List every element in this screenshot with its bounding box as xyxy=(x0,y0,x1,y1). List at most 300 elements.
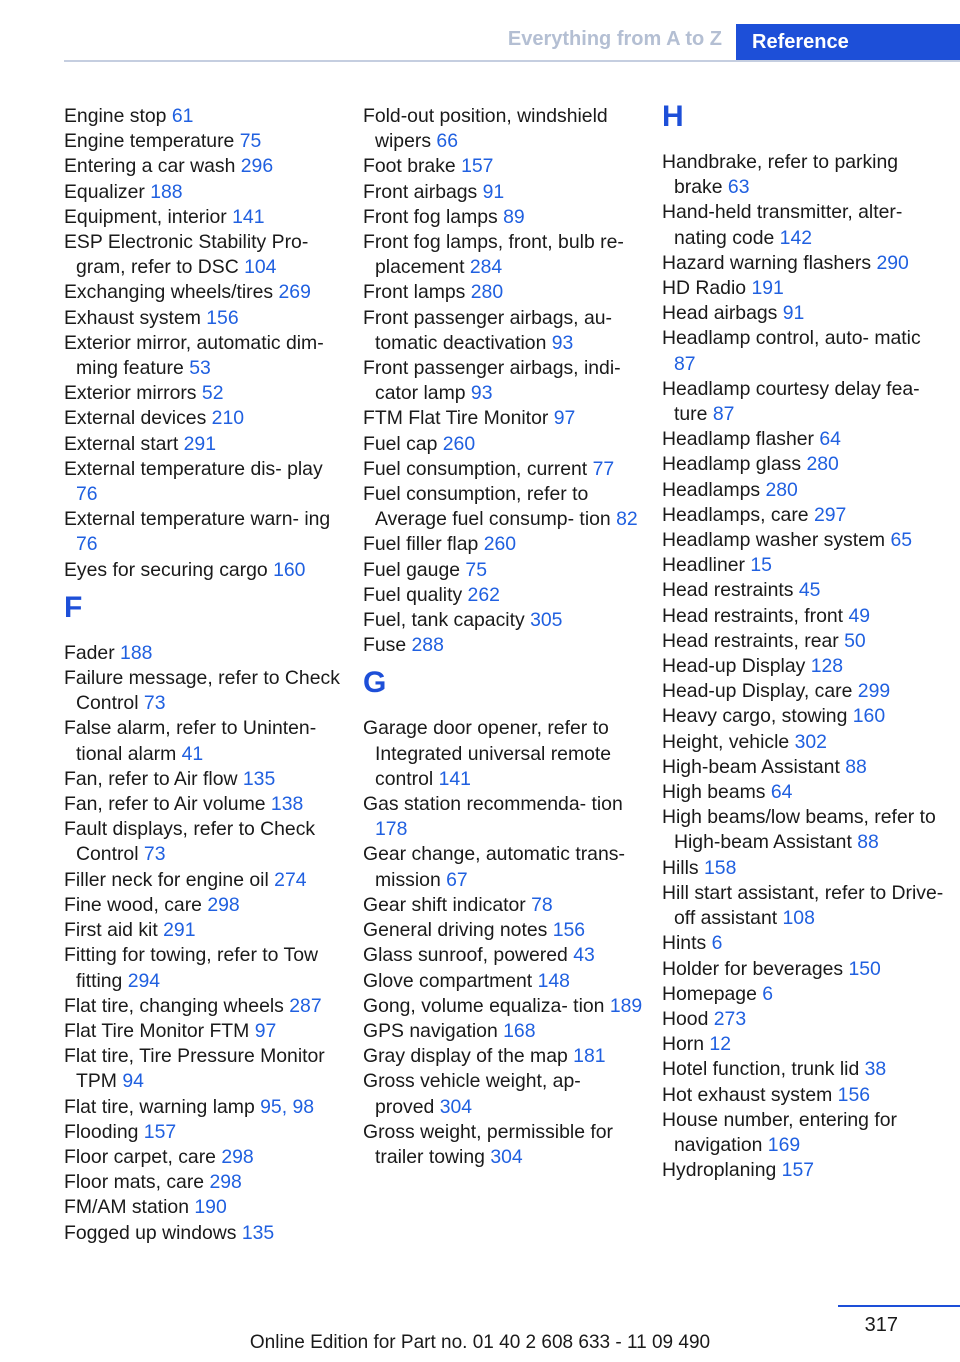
index-entry xyxy=(64,1120,346,1145)
page-reference-link[interactable]: 296 xyxy=(240,155,274,178)
page-reference-link[interactable]: 73 xyxy=(143,692,166,715)
index-entry xyxy=(64,1195,346,1220)
page-reference-link[interactable]: 64 xyxy=(770,781,793,804)
page-reference-link[interactable]: 181 xyxy=(573,1045,606,1068)
page-reference-link[interactable]: 291 xyxy=(163,919,196,942)
page-reference-link[interactable]: 150 xyxy=(848,957,881,980)
page-reference-link[interactable]: 191 xyxy=(751,277,784,300)
index-entry xyxy=(662,503,944,528)
index-entry xyxy=(363,280,645,305)
index-entry xyxy=(363,205,645,230)
index-entry xyxy=(662,1032,944,1057)
chapter-tab[interactable]: Reference xyxy=(736,24,960,60)
page-reference-link[interactable]: 269 xyxy=(278,281,311,304)
entry-term: Flooding xyxy=(64,1120,144,1143)
page-reference-link[interactable]: 280 xyxy=(806,453,839,476)
page-reference-link[interactable]: 76 xyxy=(76,483,98,506)
page-reference-link[interactable]: 75 xyxy=(465,558,487,581)
entry-term: Flat Tire Monitor FTM xyxy=(64,1019,255,1042)
entry-term: Hazard warning flashers xyxy=(662,251,877,274)
entry-term: Heavy cargo, stowing xyxy=(662,705,853,728)
page-reference-link[interactable]: 87 xyxy=(674,352,696,375)
index-entry xyxy=(64,180,346,205)
page-reference-link[interactable]: 50 xyxy=(844,629,866,652)
page-reference-link[interactable]: 87 xyxy=(712,403,735,426)
entry-term: Front airbags xyxy=(363,180,483,203)
entry-term: Handbrake, refer to parking brake xyxy=(662,151,899,199)
entry-term: Fuel consumption, refer to Average fuel consump‐ tion xyxy=(363,483,617,531)
entry-term: Head airbags xyxy=(662,302,783,325)
page-reference-link[interactable]: 73 xyxy=(143,843,166,866)
entry-term: Hotel function, trunk lid xyxy=(662,1058,865,1081)
page-reference-link[interactable]: 169 xyxy=(767,1133,801,1156)
entry-term: Exterior mirrors xyxy=(64,382,202,405)
entry-term: Exhaust system xyxy=(64,306,207,329)
index-entry xyxy=(363,1120,645,1170)
entry-term: Fault displays, refer to Check Control xyxy=(64,818,316,866)
index-column-2 xyxy=(363,104,645,1170)
entry-term: Head-up Display, care xyxy=(662,680,858,703)
index-column-3 xyxy=(662,100,944,1183)
index-entry xyxy=(662,1083,944,1108)
page-reference-link[interactable]: 178 xyxy=(375,818,408,841)
index-entry xyxy=(64,1170,346,1195)
page-reference-link[interactable]: 188 xyxy=(120,641,153,664)
entry-term: FTM Flat Tire Monitor xyxy=(363,407,554,430)
page-reference-link[interactable]: 135 xyxy=(241,1221,275,1244)
entry-term: Fuse xyxy=(363,634,412,657)
entry-term: Glove compartment xyxy=(363,969,538,992)
page-reference-link[interactable]: 156 xyxy=(552,919,586,942)
entry-term: Foot brake xyxy=(363,155,462,178)
page-reference-link[interactable]: 43 xyxy=(573,944,595,967)
index-entry xyxy=(662,478,944,503)
page-reference-link[interactable]: 45 xyxy=(798,579,821,602)
index-entry xyxy=(64,1019,346,1044)
page-reference-link[interactable]: 304 xyxy=(439,1095,473,1118)
entry-term: Front passenger airbags, indi‐ cator lamp xyxy=(363,357,621,405)
page-reference-link[interactable]: 52 xyxy=(201,382,224,405)
page-reference-link[interactable]: 157 xyxy=(143,1120,177,1143)
index-entry xyxy=(662,679,944,704)
entry-term: Flat tire, warning lamp xyxy=(64,1095,261,1118)
index-entry xyxy=(662,452,944,477)
index-entry xyxy=(64,331,346,381)
entry-term: Fuel filler flap xyxy=(363,533,484,556)
page-reference-link[interactable]: 290 xyxy=(876,251,909,274)
entry-term: Exterior mirror, automatic dim‐ ming feature xyxy=(64,331,324,380)
page-reference-link[interactable]: 262 xyxy=(467,583,500,606)
index-entry xyxy=(662,604,944,629)
page-reference-link[interactable]: 6 xyxy=(711,932,723,955)
entry-term: House number, entering for navigation xyxy=(662,1108,897,1156)
entry-term: Headlamp washer system xyxy=(662,529,891,552)
entry-term: Hand-held transmitter, alter‐ nating code xyxy=(662,201,903,249)
page-reference-link[interactable]: 148 xyxy=(537,969,570,992)
page-reference-link[interactable]: 294 xyxy=(127,969,161,992)
index-entry xyxy=(662,251,944,276)
page-reference-link[interactable]: 6 xyxy=(762,982,774,1005)
entry-term: False alarm, refer to Uninten‐ tional alarm xyxy=(64,717,317,765)
page-reference-link[interactable]: 64 xyxy=(819,428,841,451)
index-letter-heading: F xyxy=(64,590,83,624)
page-reference-link[interactable]: 65 xyxy=(890,529,913,552)
entry-term: Fitting for towing, refer to Tow fitting xyxy=(64,944,318,992)
index-entry xyxy=(363,1019,645,1044)
page-reference-link[interactable]: 141 xyxy=(438,767,471,790)
entry-term: Front fog lamps, front, bulb re‐ placement xyxy=(363,231,624,279)
index-entry xyxy=(64,817,346,867)
index-entry xyxy=(64,666,346,716)
entry-term: Fan, refer to Air flow xyxy=(64,767,243,790)
page-reference-link[interactable]: 91 xyxy=(782,302,805,325)
index-entry xyxy=(64,893,346,918)
page-reference-link[interactable]: 304 xyxy=(490,1145,523,1168)
entry-term: Eyes for securing cargo xyxy=(64,558,274,581)
entry-term: Front passenger airbags, au‐ tomatic deactivation xyxy=(363,306,612,354)
index-entry xyxy=(363,842,645,892)
index-entry xyxy=(662,150,944,200)
entry-term: Head restraints, front xyxy=(662,604,849,627)
entry-term: Headlamps xyxy=(662,478,766,501)
page-reference-link[interactable]: 75 xyxy=(239,130,262,153)
page-reference-link[interactable]: 291 xyxy=(183,432,216,455)
page-reference-link[interactable]: 82 xyxy=(616,508,638,531)
index-entry xyxy=(64,1044,346,1094)
index-entry xyxy=(662,377,944,427)
entry-term: Floor carpet, care xyxy=(64,1145,222,1168)
entry-term: Hill start assistant, refer to Drive-off assistant xyxy=(662,881,944,930)
header-rule xyxy=(64,60,960,62)
index-entry xyxy=(363,608,645,633)
page-reference-link[interactable]: 93 xyxy=(551,331,574,354)
page-reference-link[interactable]: 280 xyxy=(470,281,504,304)
index-entry xyxy=(363,893,645,918)
index-entry xyxy=(662,805,944,855)
page-reference-link[interactable]: 168 xyxy=(503,1019,536,1042)
entry-term: Hints xyxy=(662,932,712,955)
index-entry xyxy=(363,943,645,968)
entry-term: Hills xyxy=(662,856,705,879)
index-entry xyxy=(662,982,944,1007)
index-entry xyxy=(64,716,346,766)
page-reference-link[interactable]: 142 xyxy=(779,226,813,249)
entry-term: First aid kit xyxy=(64,919,164,942)
entry-term: Holder for beverages xyxy=(662,957,849,980)
index-entry xyxy=(662,957,944,982)
page-reference-link[interactable]: 274 xyxy=(274,868,307,891)
index-entry xyxy=(363,918,645,943)
entry-term: Horn xyxy=(662,1033,710,1056)
entry-term: Exchanging wheels/tires xyxy=(64,281,279,304)
page-reference-link[interactable]: 287 xyxy=(289,994,322,1017)
entry-term: External devices xyxy=(64,407,212,430)
entry-term: Engine temperature xyxy=(64,130,240,153)
page-header xyxy=(0,0,960,64)
entry-term: Fuel cap xyxy=(363,432,443,455)
index-entry xyxy=(64,104,346,129)
entry-term: Height, vehicle xyxy=(662,730,795,753)
page-reference-link[interactable]: 12 xyxy=(709,1033,731,1056)
page-reference-link[interactable]: 41 xyxy=(181,742,204,765)
entry-term: GPS navigation xyxy=(363,1019,504,1042)
entry-term: Flat tire, changing wheels xyxy=(64,994,290,1017)
index-entry xyxy=(64,280,346,305)
page-reference-link[interactable]: 189 xyxy=(609,994,643,1017)
footer-rule xyxy=(838,1305,960,1307)
page-reference-link[interactable]: 76 xyxy=(76,533,98,556)
page-reference-link[interactable]: 91 xyxy=(482,180,505,203)
index-entry xyxy=(64,457,346,507)
index-entry xyxy=(662,1057,944,1082)
index-entry xyxy=(363,180,645,205)
index-entry xyxy=(64,943,346,993)
entry-term: Headlamp flasher xyxy=(662,428,820,451)
index-entry xyxy=(363,230,645,280)
entry-term: Fuel gauge xyxy=(363,558,466,581)
entry-term: Headlamp glass xyxy=(662,453,807,476)
entry-term: High-beam Assistant xyxy=(662,755,846,778)
page-reference-link[interactable]: 67 xyxy=(446,868,468,891)
index-entry xyxy=(64,230,346,280)
entry-term: Gear shift indicator xyxy=(363,893,532,916)
entry-term: Equalizer xyxy=(64,180,151,203)
index-entry xyxy=(363,558,645,583)
page-reference-link[interactable]: 288 xyxy=(411,634,444,657)
index-entry xyxy=(363,457,645,482)
index-entry xyxy=(64,406,346,431)
index-entry xyxy=(662,1108,944,1158)
entry-term: HD Radio xyxy=(662,277,752,300)
index-entry xyxy=(363,583,645,608)
entry-term: Fogged up windows xyxy=(64,1221,242,1244)
entry-term: Head restraints, rear xyxy=(662,629,845,652)
index-entry xyxy=(64,154,346,179)
index-entry xyxy=(662,856,944,881)
index-entry xyxy=(662,704,944,729)
page-reference-link[interactable]: 156 xyxy=(837,1083,871,1106)
entry-term: Floor mats, care xyxy=(64,1171,210,1194)
page-reference-link[interactable]: 305 xyxy=(530,609,563,632)
entry-term: Gear change, automatic trans‐ mission xyxy=(363,843,625,891)
page-reference-link[interactable]: 299 xyxy=(857,680,891,703)
index-entry xyxy=(363,1069,645,1119)
page-reference-link[interactable]: 135 xyxy=(242,767,276,790)
page-reference-link[interactable]: 89 xyxy=(503,205,525,228)
entry-term: External temperature warn‐ ing xyxy=(64,508,331,531)
index-entry xyxy=(64,767,346,792)
page-reference-link[interactable]: 104 xyxy=(244,256,277,279)
entry-term: ESP Electronic Stability Pro‐ gram, refer to DSC xyxy=(64,231,309,279)
page-reference-link[interactable]: 63 xyxy=(727,176,750,199)
entry-term: Front lamps xyxy=(363,281,471,304)
entry-term: Gross weight, permissible for trailer towing xyxy=(363,1120,614,1168)
page-number: 317 xyxy=(864,1314,898,1336)
index-entry xyxy=(363,532,645,557)
index-entry xyxy=(662,578,944,603)
page-reference-link[interactable]: 95, 98 xyxy=(260,1095,315,1118)
index-entry xyxy=(662,654,944,679)
entry-term: Gong, volume equaliza‐ tion xyxy=(363,994,610,1017)
index-entry xyxy=(64,558,346,583)
index-entry xyxy=(662,301,944,326)
page-reference-link[interactable]: 138 xyxy=(270,793,304,816)
page-reference-link[interactable]: 157 xyxy=(781,1159,815,1182)
index-entry xyxy=(64,918,346,943)
index-entry xyxy=(64,381,346,406)
page-reference-link[interactable]: 66 xyxy=(436,130,458,153)
index-letter-heading: G xyxy=(363,666,387,700)
index-entry xyxy=(363,969,645,994)
page-reference-link[interactable]: 77 xyxy=(592,457,615,480)
entry-term: Head-up Display xyxy=(662,655,811,678)
index-entry xyxy=(363,406,645,431)
index-entry xyxy=(363,432,645,457)
index-entry xyxy=(363,716,645,792)
entry-term: Gross vehicle weight, ap‐ proved xyxy=(363,1070,581,1118)
page-reference-link[interactable]: 97 xyxy=(553,407,576,430)
index-entry xyxy=(662,755,944,780)
entry-term: External temperature dis‐ play xyxy=(64,457,323,480)
entry-term: Headlamp control, auto‐ matic xyxy=(662,327,921,350)
page-reference-link[interactable]: 141 xyxy=(232,205,265,228)
index-entry xyxy=(662,881,944,931)
page-reference-link[interactable]: 94 xyxy=(122,1070,144,1093)
entry-term: Filler neck for engine oil xyxy=(64,868,275,891)
index-letter-heading: H xyxy=(662,100,684,133)
page-reference-link[interactable]: 49 xyxy=(848,604,871,627)
entry-term: Engine stop xyxy=(64,105,172,127)
page-reference-link[interactable]: 190 xyxy=(194,1196,227,1219)
page-reference-link[interactable]: 88 xyxy=(845,755,867,778)
page-reference-link[interactable]: 93 xyxy=(470,382,493,405)
entry-term: Fine wood, care xyxy=(64,893,208,916)
page-reference-link[interactable]: 273 xyxy=(713,1007,747,1030)
page-reference-link[interactable]: 160 xyxy=(273,558,306,581)
page-reference-link[interactable]: 280 xyxy=(765,478,798,501)
page-reference-link[interactable]: 298 xyxy=(221,1145,254,1168)
entry-term: Hood xyxy=(662,1007,714,1030)
page-reference-link[interactable]: 260 xyxy=(442,432,476,455)
entry-term: External start xyxy=(64,432,184,455)
page-reference-link[interactable]: 61 xyxy=(171,105,194,127)
index-entry xyxy=(662,553,944,578)
entry-term: Fold-out position, windshield wipers xyxy=(363,105,608,153)
entry-term: Garage door opener, refer to Integrated universal remote control xyxy=(363,717,612,790)
index-entry xyxy=(64,868,346,893)
index-entry xyxy=(662,1007,944,1032)
page-reference-link[interactable]: 160 xyxy=(852,705,886,728)
entry-term: Headlamp courtesy delay fea‐ ture xyxy=(662,377,920,426)
entry-term: Fuel consumption, current xyxy=(363,457,593,480)
page-reference-link[interactable]: 88 xyxy=(857,831,879,854)
index-entry xyxy=(64,641,346,666)
index-entry xyxy=(662,1158,944,1183)
entry-term: Fuel, tank capacity xyxy=(363,609,531,632)
page-reference-link[interactable]: 298 xyxy=(209,1171,242,1194)
index-entry xyxy=(662,629,944,654)
index-entry xyxy=(662,276,944,301)
index-entry xyxy=(64,1145,346,1170)
index-entry xyxy=(662,528,944,553)
index-entry xyxy=(662,780,944,805)
entry-term: Gas station recommenda‐ tion xyxy=(363,793,623,816)
page-reference-link[interactable]: 284 xyxy=(469,256,503,279)
index-entry xyxy=(64,306,346,331)
entry-term: Gray display of the map xyxy=(363,1045,574,1068)
entry-term: Equipment, interior xyxy=(64,205,233,228)
entry-term: Hot exhaust system xyxy=(662,1083,838,1106)
index-entry xyxy=(64,1095,346,1120)
index-entry xyxy=(363,154,645,179)
index-entry xyxy=(363,104,645,154)
page-reference-link[interactable]: 298 xyxy=(207,893,240,916)
index-entry xyxy=(64,507,346,557)
entry-term: Glass sunroof, powered xyxy=(363,944,574,967)
page-reference-link[interactable]: 15 xyxy=(750,554,772,577)
entry-term: Front fog lamps xyxy=(363,205,504,228)
index-entry xyxy=(64,792,346,817)
entry-term: Flat tire, Tire Pressure Monitor TPM xyxy=(64,1045,325,1093)
index-entry xyxy=(662,200,944,250)
page-reference-link[interactable]: 38 xyxy=(864,1058,887,1081)
index-entry xyxy=(363,482,645,532)
index-entry xyxy=(363,356,645,406)
entry-term: Fuel quality xyxy=(363,583,468,606)
entry-term: Headlamps, care xyxy=(662,503,814,526)
entry-term: Failure message, refer to Check Control xyxy=(64,667,340,715)
index-entry xyxy=(363,994,645,1019)
entry-term: Headliner xyxy=(662,554,751,577)
edition-note: Online Edition for Part no. 01 40 2 608 633 - 11 09 490 xyxy=(249,1332,711,1353)
index-entry xyxy=(363,633,645,658)
page-reference-link[interactable]: 156 xyxy=(206,306,239,329)
index-entry xyxy=(64,205,346,230)
index-entry xyxy=(64,1221,346,1246)
page-reference-link[interactable]: 108 xyxy=(782,907,815,930)
page-reference-link[interactable]: 78 xyxy=(531,893,553,916)
entry-term: Fader xyxy=(64,641,121,664)
entry-term: High beams xyxy=(662,781,771,804)
section-title: Everything from A to Z xyxy=(507,28,722,50)
index-entry xyxy=(363,1044,645,1069)
index-entry xyxy=(662,326,944,376)
entry-term: High beams/low beams, refer to High-beam Assistant xyxy=(662,806,936,854)
page-reference-link[interactable]: 210 xyxy=(211,407,245,430)
index-entry xyxy=(363,792,645,842)
entry-term: General driving notes xyxy=(363,919,553,942)
index-entry xyxy=(363,306,645,356)
index-entry xyxy=(662,730,944,755)
page-reference-link[interactable]: 297 xyxy=(813,503,847,526)
page-reference-link[interactable]: 302 xyxy=(794,730,827,753)
index-entry xyxy=(64,129,346,154)
page-reference-link[interactable]: 157 xyxy=(461,155,494,178)
entry-term: Fan, refer to Air volume xyxy=(64,793,271,816)
entry-term: Head restraints xyxy=(662,579,799,602)
index-entry xyxy=(662,931,944,956)
page-reference-link[interactable]: 128 xyxy=(810,655,844,678)
page-reference-link[interactable]: 260 xyxy=(483,533,517,556)
index-entry xyxy=(64,994,346,1019)
page-reference-link[interactable]: 158 xyxy=(704,856,737,879)
entry-term: Hydroplaning xyxy=(662,1159,782,1182)
page-reference-link[interactable]: 53 xyxy=(189,357,211,380)
page-reference-link[interactable]: 188 xyxy=(150,180,183,203)
page-reference-link[interactable]: 97 xyxy=(254,1019,277,1042)
entry-term: Entering a car wash xyxy=(64,155,241,178)
entry-term: Homepage xyxy=(662,982,763,1005)
